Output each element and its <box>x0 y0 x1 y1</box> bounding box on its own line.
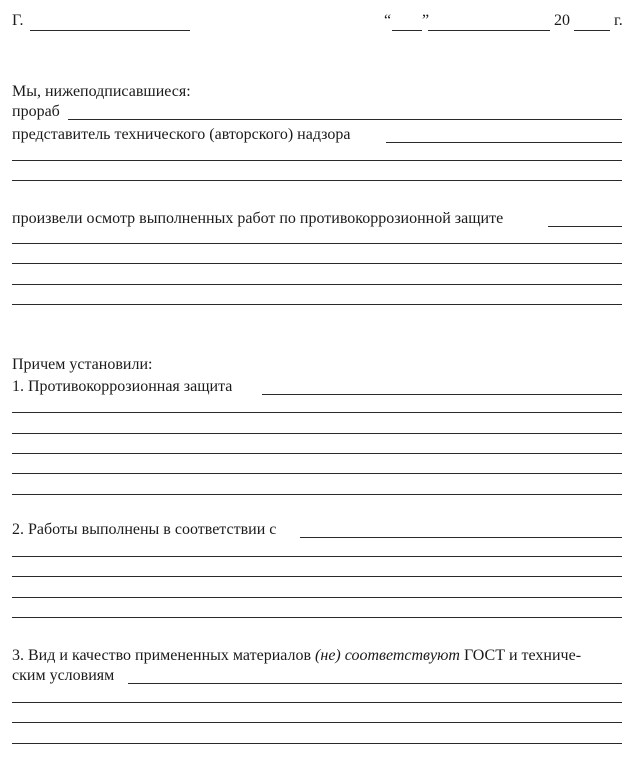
inspection-continuation-line[interactable] <box>12 284 622 285</box>
inspection-continuation-line[interactable] <box>12 304 622 305</box>
day-quote-close: ” <box>422 12 430 29</box>
city-field[interactable] <box>30 30 190 31</box>
item3-text-part2: ГОСТ и техниче- <box>459 647 582 664</box>
supervision-field[interactable] <box>386 142 622 143</box>
item1-continuation-line[interactable] <box>12 473 622 474</box>
supervision-continuation-line[interactable] <box>12 180 622 181</box>
item2-continuation-line[interactable] <box>12 597 622 598</box>
supervision-label: представитель технического (авторского) надзора <box>12 126 351 143</box>
item1-continuation-line[interactable] <box>12 412 622 413</box>
item2-continuation-line[interactable] <box>12 556 622 557</box>
item2-continuation-line[interactable] <box>12 617 622 618</box>
inspection-field[interactable] <box>548 226 622 227</box>
item3-continuation-line[interactable] <box>12 722 622 723</box>
item3-label-line2: ским условиям <box>12 667 115 684</box>
item2-field[interactable] <box>300 537 622 538</box>
city-label: Г. <box>12 12 24 29</box>
item3-label <box>12 647 581 665</box>
year-suffix: г. <box>614 12 623 29</box>
month-field[interactable] <box>428 30 550 31</box>
item1-continuation-line[interactable] <box>12 433 622 434</box>
intro-heading: Мы, нижеподписавшиеся: <box>12 83 191 100</box>
item1-continuation-line[interactable] <box>12 494 622 495</box>
item1-continuation-line[interactable] <box>12 453 622 454</box>
supervision-continuation-line[interactable] <box>12 160 622 161</box>
inspection-label: произвели осмотр выполненных работ по противокоррозионной защите <box>12 210 504 227</box>
inspection-continuation-line[interactable] <box>12 243 622 244</box>
year-field[interactable] <box>574 30 610 31</box>
foreman-field[interactable] <box>68 119 622 120</box>
inspection-continuation-line[interactable] <box>12 263 622 264</box>
foreman-label: прораб <box>12 103 60 120</box>
day-field[interactable] <box>392 30 422 31</box>
item2-label: 2. Работы выполнены в соответствии с <box>12 521 277 538</box>
item3-italic-text: (не) соответствуют <box>315 647 460 664</box>
item2-continuation-line[interactable] <box>12 576 622 577</box>
year-prefix: 20 <box>554 12 570 29</box>
item3-text-part1: 3. Вид и качество примененных материалов <box>12 647 316 664</box>
item3-field[interactable] <box>128 683 622 684</box>
item1-label: 1. Противокоррозионная защита <box>12 378 233 395</box>
item1-field[interactable] <box>262 394 622 395</box>
item3-continuation-line[interactable] <box>12 702 622 703</box>
day-quote-open: “ <box>384 12 392 29</box>
item3-continuation-line[interactable] <box>12 743 622 744</box>
findings-heading: Причем установили: <box>12 356 153 373</box>
